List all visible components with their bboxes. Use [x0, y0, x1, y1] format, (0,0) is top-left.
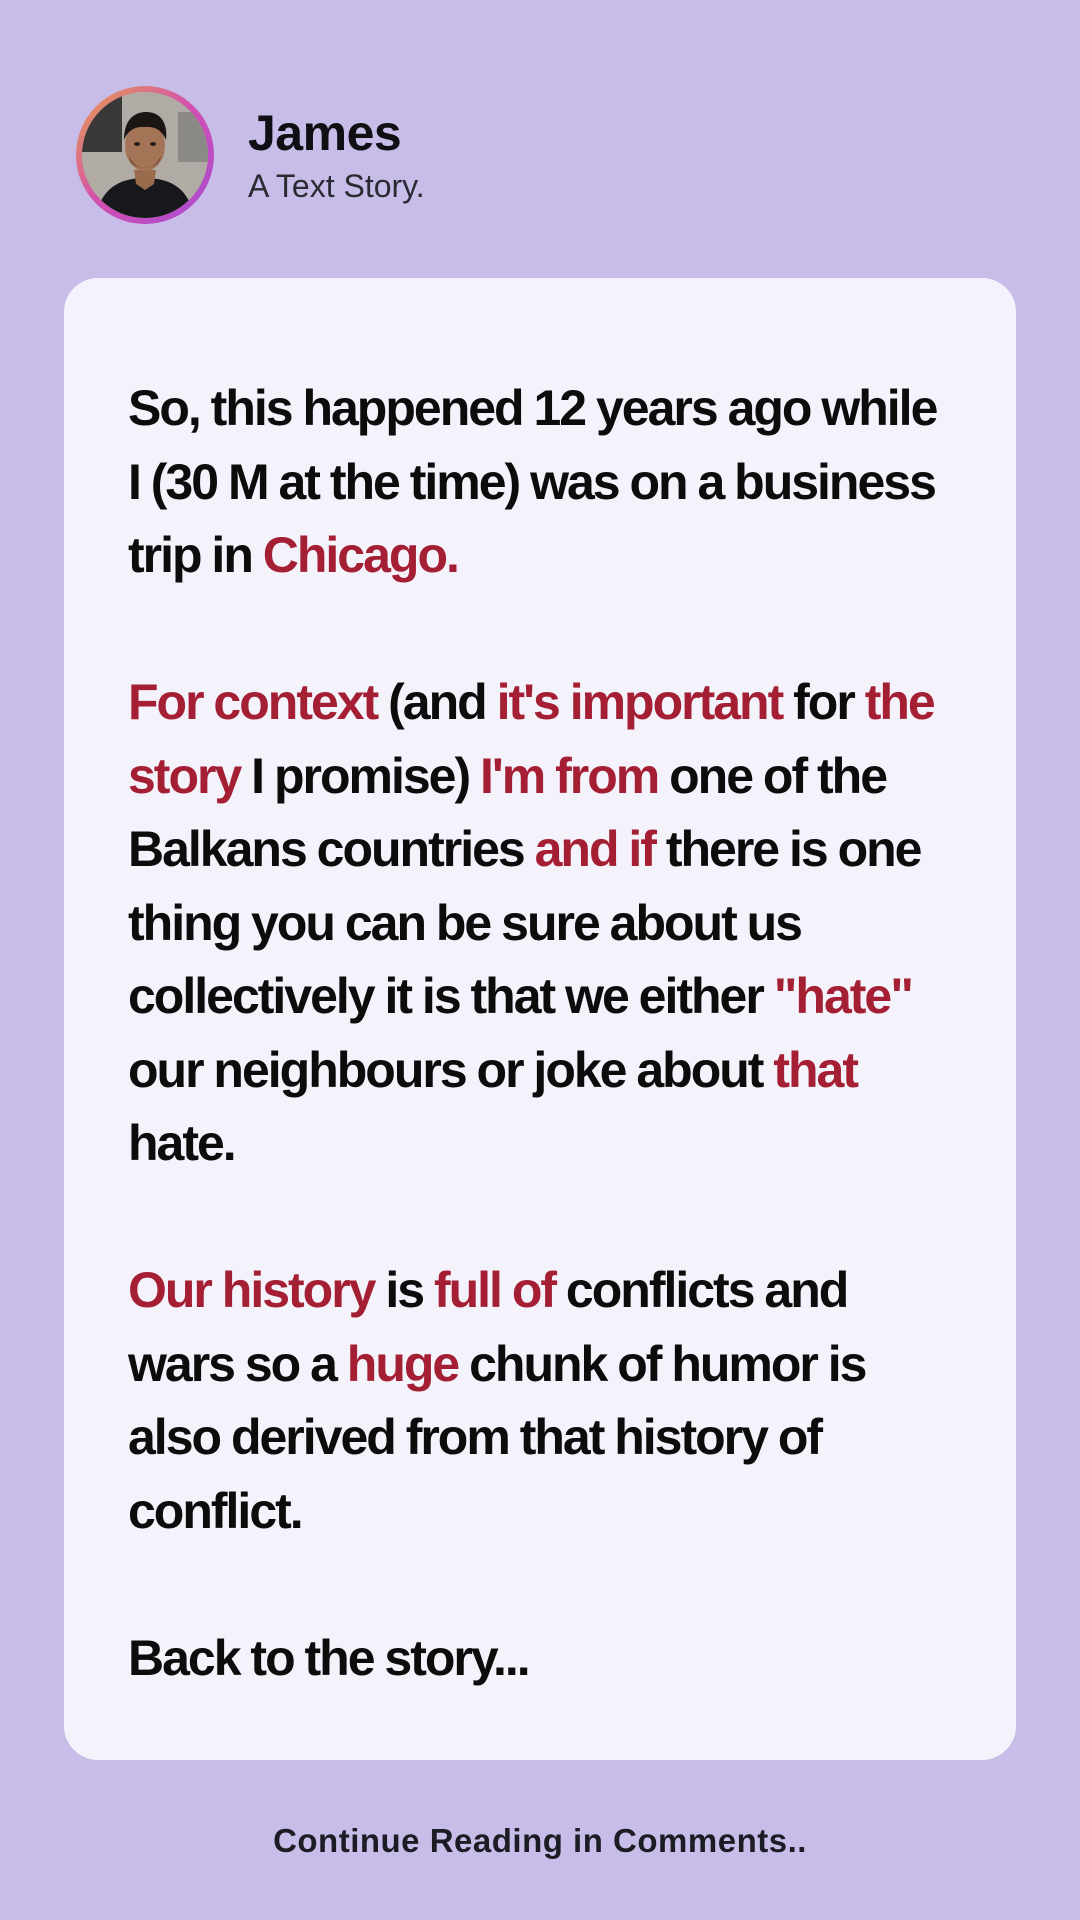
- story-text-span: Back to the story...: [128, 1629, 529, 1686]
- story-text-span: chunk of humor is also derived from that history of conflict.: [128, 1335, 866, 1539]
- profile-name[interactable]: James: [248, 105, 402, 161]
- story-text-span: So, this happened 12 years ago while I (30 M at the time) was on a business trip in: [128, 380, 937, 583]
- story-card: [64, 278, 1016, 1760]
- avatar-ring[interactable]: [76, 86, 214, 224]
- story-paragraph-1: [128, 372, 956, 593]
- story-text-span: I promise): [240, 747, 480, 804]
- story-text-span: (and: [377, 674, 497, 730]
- profile-photo-icon: [82, 92, 208, 218]
- story-highlight: full of: [433, 1262, 556, 1318]
- story-paragraph-3: [128, 1254, 956, 1548]
- story-highlight: huge: [346, 1335, 459, 1392]
- profile-subtitle: A Text Story.: [248, 168, 425, 204]
- continue-reading-link[interactable]: Continue Reading in Comments..: [273, 1822, 807, 1859]
- story-highlight: Our history: [128, 1262, 375, 1318]
- story-highlight: that: [773, 1041, 858, 1098]
- story-text-span: there is one thing you can be sure about us collectively it is that we either: [128, 821, 921, 1024]
- story-text-span: hate.: [128, 1115, 235, 1171]
- story-text-span: conflicts and wars so a: [128, 1262, 848, 1392]
- avatar[interactable]: [82, 92, 208, 218]
- story-highlight: it's important: [496, 674, 783, 730]
- story-paragraph-4: [128, 1622, 956, 1696]
- story-highlight: the story: [128, 674, 934, 804]
- story-highlight: For context: [128, 674, 378, 730]
- story-highlight: "hate": [773, 968, 912, 1024]
- story-highlight: and if: [534, 821, 655, 877]
- profile-text: [248, 104, 425, 206]
- story-highlight: Chicago.: [262, 527, 458, 583]
- profile-header: [76, 86, 425, 224]
- story-paragraph-2: [128, 666, 956, 1181]
- story-text-span: for: [782, 674, 865, 730]
- story-text-span: our neighbours or joke about: [128, 1041, 774, 1098]
- story-text: [128, 372, 956, 1695]
- story-highlight: I'm from: [480, 747, 659, 804]
- story-text-span: is: [374, 1262, 434, 1318]
- story-text-span: one of the Balkans countries: [128, 747, 887, 877]
